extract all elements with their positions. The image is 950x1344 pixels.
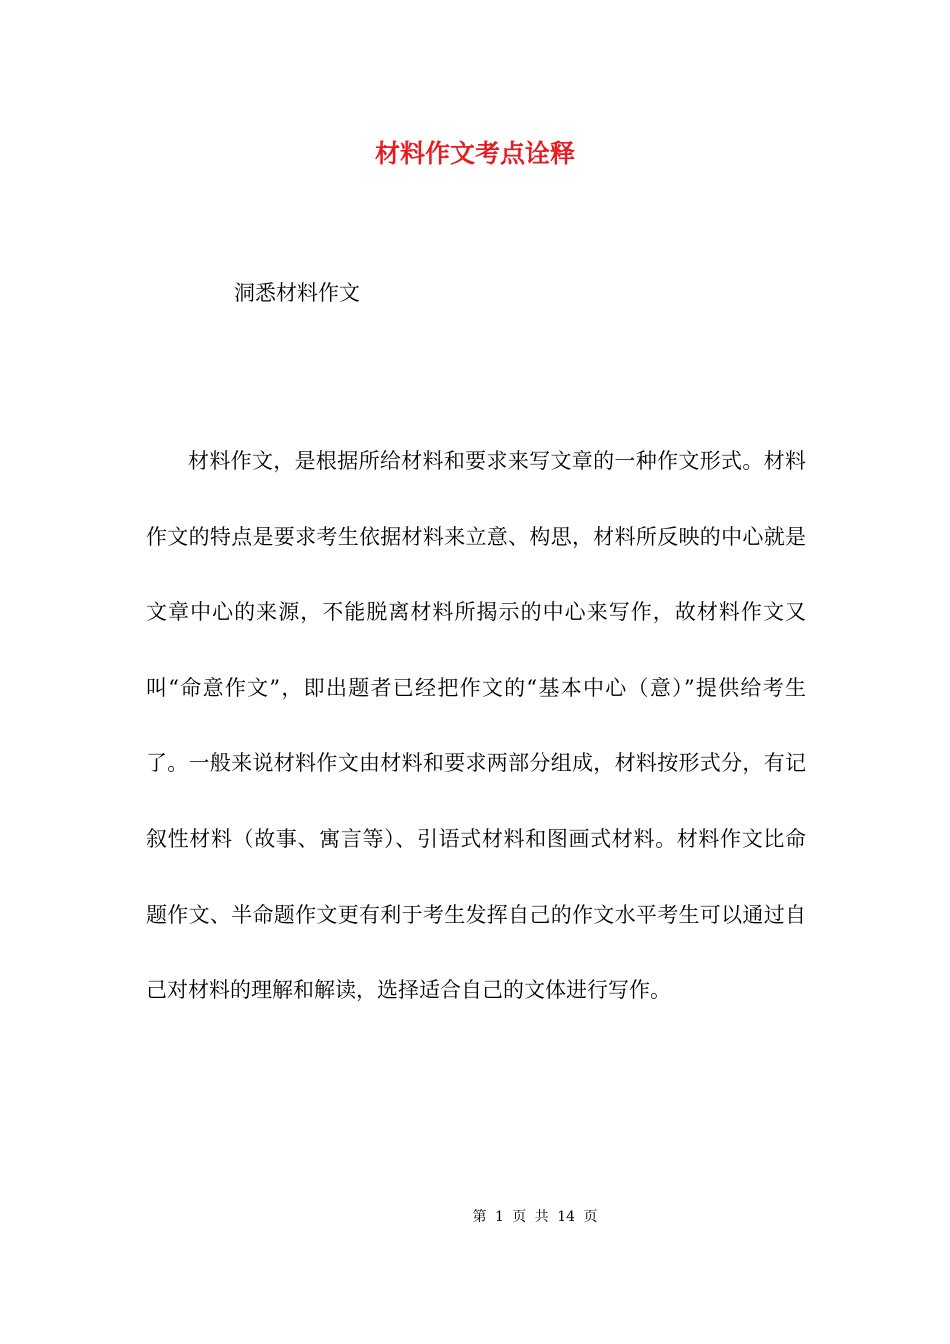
page-title: 材料作文考点诠释	[374, 139, 575, 168]
body-paragraph: 材料作文，是根据所给材料和要求来写文章的一种作文形式。材料作文的特点是要求考生依据材料来立意、构思，材料所反映的中心就是文章中心的来源，不能脱离材料所揭示的中心来写作，故材料作文又叫“命意作文”，即出题者已经把作文的“基本中心（意）”提供给考生了。一般来说材料作文由材料和要求两部分组成，材料按形式分，有记叙性材料（故事、寓言等）、引语式材料和图画式材料。材料作文比命题作文、半命题作文更有利于考生发挥自己的作文水平考生可以通过自己对材料的理解和解读，选择适合自己的文体进行写作。	[146, 449, 806, 1003]
page-number-footer: 第 1 页 共 14 页	[472, 1209, 598, 1225]
section-subheading: 洞悉材料作文	[234, 281, 360, 305]
